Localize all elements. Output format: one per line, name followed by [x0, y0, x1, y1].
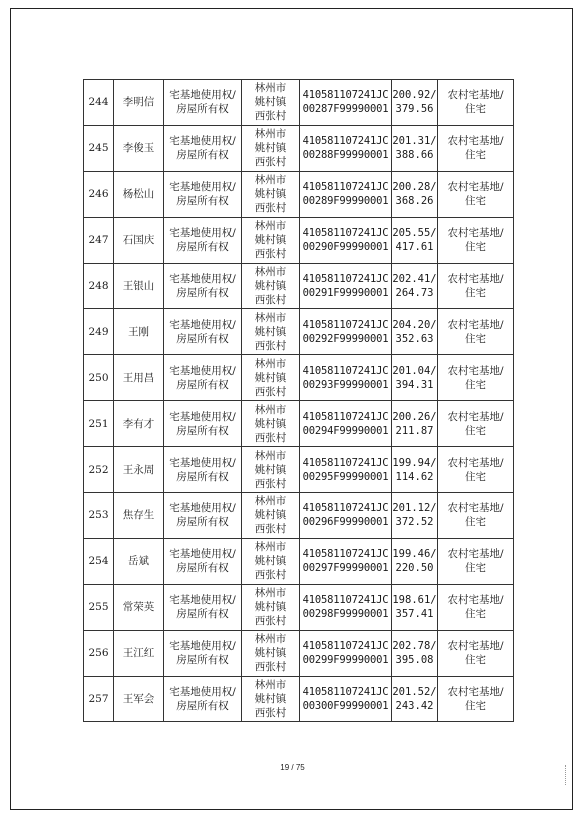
- cell-right-type: [164, 355, 242, 401]
- cell-owner-name: 常荣英: [114, 584, 164, 630]
- cell-right-type-line: 宅基地使用权/: [169, 548, 236, 561]
- cell-owner-name: 岳斌: [114, 538, 164, 584]
- cell-land-use-line: 农村宅基地/: [447, 318, 504, 331]
- cell-area-line: 201.04/: [392, 364, 437, 377]
- cell-owner-name: 王刚: [114, 309, 164, 355]
- cell-location-line: 姚村镇: [254, 601, 287, 614]
- cell-area-line: 114.62: [395, 470, 434, 483]
- cell-area: [392, 493, 438, 539]
- cell-unit-number: [300, 538, 392, 584]
- cell-location: [242, 217, 300, 263]
- cell-land-use: [438, 125, 514, 171]
- cell-seq-no: 253: [84, 493, 114, 539]
- cell-unit-number-line: 410581107241JC: [302, 686, 389, 699]
- cell-location-line: 西张村: [254, 477, 287, 490]
- cell-location-line: 姚村镇: [254, 234, 287, 247]
- cell-land-use: [438, 538, 514, 584]
- cell-unit-number: [300, 630, 392, 676]
- cell-area-line: 417.61: [395, 241, 434, 254]
- cell-location-line: 林州市: [254, 449, 287, 462]
- cell-owner-name: 李俊玉: [114, 125, 164, 171]
- cell-land-use-line: 农村宅基地/: [447, 181, 504, 194]
- cell-location: [242, 676, 300, 722]
- cell-seq-no: 249: [84, 309, 114, 355]
- cell-area: [392, 584, 438, 630]
- cell-area-line: 201.12/: [392, 502, 437, 515]
- cell-location-line: 姚村镇: [254, 417, 287, 430]
- cell-location: [242, 355, 300, 401]
- cell-location-line: 西张村: [254, 569, 287, 582]
- cell-right-type: [164, 676, 242, 722]
- cell-location: [242, 630, 300, 676]
- cell-owner-name: 王军会: [114, 676, 164, 722]
- cell-land-use: [438, 309, 514, 355]
- cell-owner-name: 王用昌: [114, 355, 164, 401]
- cell-location-line: 林州市: [254, 174, 287, 187]
- cell-land-use-line: 住宅: [465, 332, 486, 345]
- cell-unit-number-line: 00294F99990001: [302, 424, 389, 437]
- cell-unit-number: [300, 676, 392, 722]
- cell-location-line: 姚村镇: [254, 371, 287, 384]
- cell-location-line: 林州市: [254, 266, 287, 278]
- cell-area-line: 202.78/: [392, 640, 437, 653]
- cell-area-line: 202.41/: [392, 273, 437, 285]
- cell-seq-no: 251: [84, 401, 114, 447]
- cell-right-type-line: 房屋所有权: [176, 562, 229, 575]
- cell-right-type: [164, 538, 242, 584]
- cell-location-line: 姚村镇: [254, 509, 287, 522]
- cell-unit-number-line: 00287F99990001: [302, 103, 389, 116]
- cell-right-type-line: 宅基地使用权/: [169, 456, 236, 469]
- cell-area: [392, 171, 438, 217]
- cell-land-use-line: 住宅: [465, 654, 486, 667]
- cell-unit-number-line: 410581107241JC: [302, 364, 389, 377]
- cell-location-line: 姚村镇: [254, 188, 287, 201]
- cell-location-line: 姚村镇: [254, 142, 287, 155]
- cell-land-use: [438, 676, 514, 722]
- cell-seq-no: 244: [84, 80, 114, 126]
- cell-right-type: [164, 447, 242, 493]
- cell-seq-no: 245: [84, 125, 114, 171]
- cell-location-line: 姚村镇: [254, 280, 287, 292]
- registry-table: [83, 79, 514, 722]
- cell-land-use-line: 住宅: [465, 103, 486, 116]
- cell-land-use: [438, 355, 514, 401]
- cell-unit-number-line: 00293F99990001: [302, 378, 389, 391]
- cell-unit-number-line: 00296F99990001: [302, 516, 389, 529]
- cell-right-type-line: 房屋所有权: [176, 516, 229, 529]
- cell-right-type-line: 宅基地使用权/: [169, 227, 236, 240]
- cell-unit-number-line: 410581107241JC: [302, 181, 389, 194]
- cell-area-line: 211.87: [395, 424, 434, 437]
- cell-unit-number-line: 410581107241JC: [302, 135, 389, 148]
- cell-area: [392, 125, 438, 171]
- cell-right-type-line: 房屋所有权: [176, 654, 229, 667]
- cell-right-type: [164, 171, 242, 217]
- cell-seq-no: 250: [84, 355, 114, 401]
- cell-right-type-line: 宅基地使用权/: [169, 640, 236, 653]
- cell-seq-no: 257: [84, 676, 114, 722]
- cell-location: [242, 80, 300, 126]
- cell-area-line: 352.63: [395, 332, 434, 345]
- cell-land-use-line: 住宅: [465, 195, 486, 208]
- cell-land-use-line: 农村宅基地/: [447, 89, 504, 102]
- cell-area-line: 368.26: [395, 195, 434, 208]
- cell-right-type-line: 宅基地使用权/: [169, 89, 236, 102]
- cell-location-line: 西张村: [254, 615, 287, 628]
- cell-right-type-line: 房屋所有权: [176, 700, 229, 713]
- cell-area: [392, 538, 438, 584]
- cell-land-use-line: 住宅: [465, 608, 486, 621]
- table-row: [84, 630, 514, 676]
- cell-area-line: 388.66: [395, 149, 434, 162]
- cell-owner-name: 王江红: [114, 630, 164, 676]
- cell-area-line: 198.61/: [392, 594, 437, 607]
- cell-location-line: 姚村镇: [254, 693, 287, 706]
- cell-right-type-line: 宅基地使用权/: [169, 594, 236, 607]
- cell-right-type-line: 房屋所有权: [176, 608, 229, 621]
- cell-land-use-line: 农村宅基地/: [447, 273, 504, 285]
- cell-land-use-line: 住宅: [465, 149, 486, 162]
- cell-area: [392, 309, 438, 355]
- cell-land-use-line: 农村宅基地/: [447, 686, 504, 699]
- cell-unit-number-line: 00297F99990001: [302, 562, 389, 575]
- cell-land-use: [438, 630, 514, 676]
- cell-area-line: 243.42: [395, 700, 434, 713]
- cell-right-type: [164, 217, 242, 263]
- cell-right-type-line: 房屋所有权: [176, 195, 229, 208]
- cell-location: [242, 584, 300, 630]
- cell-location: [242, 125, 300, 171]
- cell-unit-number: [300, 80, 392, 126]
- cell-location-line: 西张村: [254, 339, 287, 352]
- cell-location-line: 林州市: [254, 128, 287, 141]
- cell-location-line: 林州市: [254, 220, 287, 233]
- cell-seq-no: 256: [84, 630, 114, 676]
- cell-location-line: 西张村: [254, 661, 287, 674]
- table-row: [84, 447, 514, 493]
- cell-location: [242, 401, 300, 447]
- cell-location-line: 西张村: [254, 431, 287, 444]
- cell-right-type-line: 宅基地使用权/: [169, 364, 236, 377]
- cell-seq-no: 254: [84, 538, 114, 584]
- cell-right-type-line: 宅基地使用权/: [169, 502, 236, 515]
- table-row: [84, 309, 514, 355]
- table-row: [84, 401, 514, 447]
- cell-owner-name: 王永周: [114, 447, 164, 493]
- cell-area-line: 357.41: [395, 608, 434, 621]
- cell-land-use-line: 住宅: [465, 562, 486, 575]
- cell-land-use: [438, 493, 514, 539]
- cell-location-line: 林州市: [254, 311, 287, 324]
- cell-right-type: [164, 493, 242, 539]
- cell-location-line: 姚村镇: [254, 647, 287, 660]
- cell-land-use-line: 农村宅基地/: [447, 227, 504, 240]
- cell-location-line: 西张村: [254, 248, 287, 261]
- cell-location-line: 林州市: [254, 541, 287, 554]
- cell-area: [392, 676, 438, 722]
- cell-unit-number: [300, 171, 392, 217]
- cell-location-line: 西张村: [254, 707, 287, 720]
- cell-unit-number-line: 00290F99990001: [302, 241, 389, 254]
- cell-unit-number-line: 410581107241JC: [302, 227, 389, 240]
- table-row: [84, 217, 514, 263]
- cell-location-line: 林州市: [254, 587, 287, 600]
- cell-right-type: [164, 401, 242, 447]
- cell-right-type: [164, 263, 242, 309]
- cell-right-type-line: 房屋所有权: [176, 378, 229, 391]
- cell-area: [392, 80, 438, 126]
- cell-location-line: 林州市: [254, 495, 287, 508]
- cell-unit-number-line: 410581107241JC: [302, 456, 389, 469]
- cell-owner-name: 王银山: [114, 263, 164, 309]
- cell-area: [392, 355, 438, 401]
- cell-unit-number-line: 00295F99990001: [302, 470, 389, 483]
- cell-unit-number: [300, 493, 392, 539]
- table-row: [84, 171, 514, 217]
- cell-land-use-line: 住宅: [465, 378, 486, 391]
- cell-land-use-line: 住宅: [465, 516, 486, 529]
- cell-right-type-line: 宅基地使用权/: [169, 686, 236, 699]
- table-row: [84, 355, 514, 401]
- table-row: [84, 125, 514, 171]
- cell-right-type-line: 房屋所有权: [176, 424, 229, 437]
- cell-seq-no: 252: [84, 447, 114, 493]
- cell-area-line: 264.73: [395, 287, 434, 299]
- cell-right-type-line: 房屋所有权: [176, 103, 229, 116]
- cell-right-type-line: 宅基地使用权/: [169, 135, 236, 148]
- cell-owner-name: 焦存生: [114, 493, 164, 539]
- cell-unit-number: [300, 217, 392, 263]
- cell-land-use: [438, 80, 514, 126]
- cell-unit-number-line: 00289F99990001: [302, 195, 389, 208]
- cell-area: [392, 263, 438, 309]
- cell-seq-no: 255: [84, 584, 114, 630]
- cell-area-line: 394.31: [395, 378, 434, 391]
- cell-right-type-line: 宅基地使用权/: [169, 273, 236, 285]
- cell-land-use-line: 住宅: [465, 287, 486, 299]
- cell-land-use: [438, 171, 514, 217]
- cell-land-use: [438, 447, 514, 493]
- cell-location-line: 林州市: [254, 357, 287, 370]
- cell-seq-no: 247: [84, 217, 114, 263]
- cell-area-line: 379.56: [395, 103, 434, 116]
- cell-unit-number-line: 00292F99990001: [302, 332, 389, 345]
- cell-unit-number-line: 410581107241JC: [302, 273, 389, 285]
- cell-land-use-line: 农村宅基地/: [447, 135, 504, 148]
- cell-location: [242, 493, 300, 539]
- cell-right-type-line: 房屋所有权: [176, 149, 229, 162]
- table-row: [84, 676, 514, 722]
- cell-seq-no: 248: [84, 263, 114, 309]
- cell-owner-name: 杨松山: [114, 171, 164, 217]
- cell-area-line: 220.50: [395, 562, 434, 575]
- cell-land-use-line: 农村宅基地/: [447, 548, 504, 561]
- cell-land-use: [438, 584, 514, 630]
- registry-table-body: [84, 80, 514, 722]
- cell-area-line: 204.20/: [392, 318, 437, 331]
- cell-right-type: [164, 630, 242, 676]
- cell-right-type-line: 宅基地使用权/: [169, 410, 236, 423]
- cell-location-line: 西张村: [254, 110, 287, 123]
- cell-land-use-line: 农村宅基地/: [447, 640, 504, 653]
- cell-unit-number-line: 410581107241JC: [302, 640, 389, 653]
- cell-seq-no: 246: [84, 171, 114, 217]
- cell-area-line: 372.52: [395, 516, 434, 529]
- table-row: [84, 493, 514, 539]
- cell-unit-number-line: 410581107241JC: [302, 594, 389, 607]
- cell-unit-number: [300, 584, 392, 630]
- cell-area-line: 395.08: [395, 654, 434, 667]
- cell-unit-number-line: 410581107241JC: [302, 410, 389, 423]
- cell-area-line: 200.92/: [392, 89, 437, 102]
- cell-unit-number-line: 410581107241JC: [302, 318, 389, 331]
- cell-area: [392, 401, 438, 447]
- cell-unit-number-line: 00300F99990001: [302, 700, 389, 713]
- table-row: [84, 80, 514, 126]
- cell-owner-name: 李有才: [114, 401, 164, 447]
- cell-unit-number: [300, 401, 392, 447]
- cell-land-use-line: 农村宅基地/: [447, 364, 504, 377]
- cell-area-line: 201.31/: [392, 135, 437, 148]
- cell-land-use: [438, 401, 514, 447]
- cell-area-line: 199.94/: [392, 456, 437, 469]
- cell-owner-name: 石国庆: [114, 217, 164, 263]
- cell-area: [392, 447, 438, 493]
- cell-land-use: [438, 217, 514, 263]
- cell-area-line: 200.26/: [392, 410, 437, 423]
- page-number: 19 / 75: [280, 763, 305, 772]
- cell-unit-number-line: 00291F99990001: [302, 287, 389, 299]
- cell-location-line: 西张村: [254, 523, 287, 536]
- cell-land-use-line: 住宅: [465, 424, 486, 437]
- cell-right-type: [164, 309, 242, 355]
- cell-location: [242, 538, 300, 584]
- cell-location: [242, 263, 300, 309]
- cell-right-type-line: 宅基地使用权/: [169, 181, 236, 194]
- cell-land-use-line: 农村宅基地/: [447, 594, 504, 607]
- cell-location-line: 姚村镇: [254, 463, 287, 476]
- cell-unit-number-line: 00298F99990001: [302, 608, 389, 621]
- cell-location-line: 西张村: [254, 385, 287, 398]
- cell-land-use-line: 农村宅基地/: [447, 456, 504, 469]
- table-row: [84, 263, 514, 309]
- cell-area: [392, 630, 438, 676]
- cell-right-type: [164, 80, 242, 126]
- cell-area-line: 205.55/: [392, 227, 437, 240]
- cell-location: [242, 309, 300, 355]
- cell-right-type-line: 房屋所有权: [176, 287, 229, 299]
- cell-unit-number: [300, 263, 392, 309]
- cell-unit-number-line: 00299F99990001: [302, 654, 389, 667]
- cell-land-use-line: 农村宅基地/: [447, 410, 504, 423]
- cell-land-use-line: 住宅: [465, 470, 486, 483]
- cell-location: [242, 447, 300, 493]
- cell-area-line: 201.52/: [392, 686, 437, 699]
- cell-location-line: 姚村镇: [254, 96, 287, 109]
- cell-location-line: 林州市: [254, 679, 287, 692]
- cell-owner-name: 李明信: [114, 80, 164, 126]
- cell-location-line: 姚村镇: [254, 325, 287, 338]
- table-row: [84, 584, 514, 630]
- cell-unit-number: [300, 355, 392, 401]
- cell-right-type-line: 房屋所有权: [176, 332, 229, 345]
- cell-unit-number-line: 410581107241JC: [302, 548, 389, 561]
- cell-area-line: 199.46/: [392, 548, 437, 561]
- cell-location-line: 西张村: [254, 294, 287, 306]
- scan-artifact: [565, 765, 570, 785]
- cell-unit-number-line: 410581107241JC: [302, 502, 389, 515]
- cell-right-type: [164, 125, 242, 171]
- cell-location-line: 姚村镇: [254, 555, 287, 568]
- cell-area-line: 200.28/: [392, 181, 437, 194]
- cell-unit-number-line: 410581107241JC: [302, 89, 389, 102]
- cell-location: [242, 171, 300, 217]
- cell-location-line: 林州市: [254, 633, 287, 646]
- cell-unit-number: [300, 309, 392, 355]
- cell-land-use-line: 农村宅基地/: [447, 502, 504, 515]
- cell-land-use: [438, 263, 514, 309]
- cell-right-type: [164, 584, 242, 630]
- cell-unit-number: [300, 447, 392, 493]
- cell-location-line: 西张村: [254, 202, 287, 215]
- cell-location-line: 西张村: [254, 156, 287, 169]
- cell-right-type-line: 宅基地使用权/: [169, 318, 236, 331]
- cell-land-use-line: 住宅: [465, 700, 486, 713]
- cell-location-line: 林州市: [254, 82, 287, 95]
- cell-unit-number-line: 00288F99990001: [302, 149, 389, 162]
- table-row: [84, 538, 514, 584]
- cell-location-line: 林州市: [254, 403, 287, 416]
- cell-right-type-line: 房屋所有权: [176, 470, 229, 483]
- cell-land-use-line: 住宅: [465, 241, 486, 254]
- cell-area: [392, 217, 438, 263]
- cell-unit-number: [300, 125, 392, 171]
- cell-right-type-line: 房屋所有权: [176, 241, 229, 254]
